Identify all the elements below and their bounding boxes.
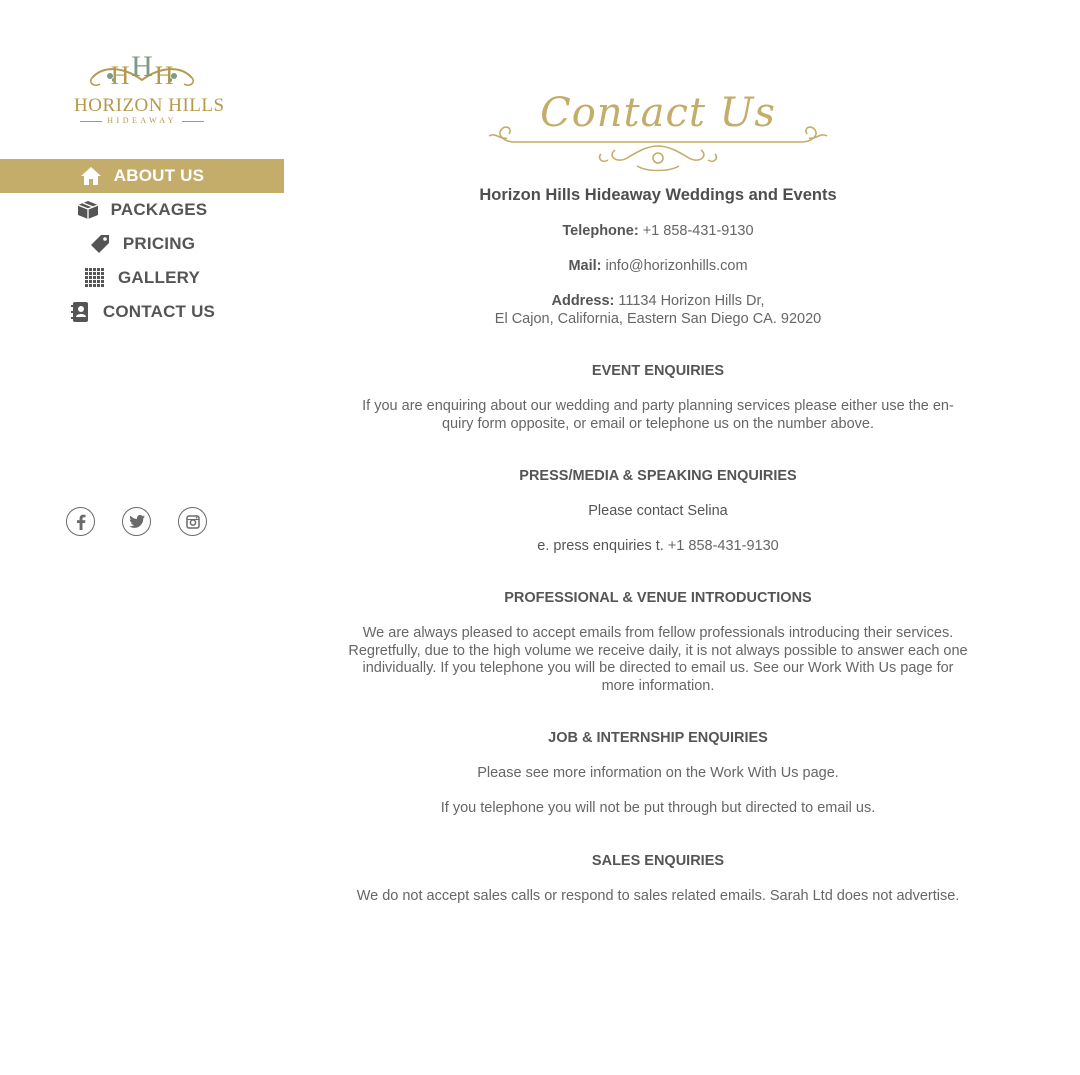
section-title-press: PRESS/MEDIA & SPEAKING ENQUIRIES (519, 468, 797, 484)
logo-name: HORIZON HILLS (74, 95, 225, 116)
page-title: Contact Us (540, 90, 776, 136)
contact-book-icon (69, 302, 91, 322)
nav-item-about-us[interactable] (0, 159, 284, 193)
nav-item-gallery[interactable] (0, 261, 284, 295)
nav-label: PRICING (122, 234, 196, 253)
instagram-icon[interactable] (178, 507, 207, 536)
section-title-job: JOB & INTERNSHIP ENQUIRIES (548, 730, 768, 746)
section-text-professional: We are always pleased to accept emails from fellow professionals introducing their services. Regretfully, due to the high volume we receive daily, it is not always possible to answer each one individually. If you telephone you will be directed to email us. See our Work With Us page for more information. (348, 625, 968, 694)
press-line-label: e. press enquiries t. (537, 538, 664, 554)
address-label: Address: (551, 293, 615, 309)
twitter-icon[interactable] (122, 507, 151, 536)
main-nav (0, 159, 284, 329)
section-title-professional: PROFESSIONAL & VENUE INTRODUCTIONS (504, 590, 812, 606)
section-title-event: EVENT ENQUIRIES (591, 363, 725, 379)
social-links (66, 507, 207, 536)
sidebar (0, 0, 284, 1075)
nav-item-packages[interactable] (0, 193, 284, 227)
page-heading (487, 88, 829, 174)
tag-icon (89, 234, 111, 254)
section-text-job-1: Please see more information on the Work With Us page. (477, 765, 839, 781)
nav-label: PACKAGES (110, 200, 208, 219)
nav-label: CONTACT US (102, 302, 216, 321)
press-line (330, 538, 986, 556)
nav-label: ABOUT US (113, 166, 205, 185)
box-icon (77, 200, 99, 220)
section-text-sales: We do not accept sales calls or respond to sales related emails. Sarah Ltd does not advertise. (356, 888, 960, 904)
address-line1: 11134 Horizon Hills Dr, (618, 293, 765, 309)
svg-text:H: H (110, 61, 130, 90)
section-text-press-contact: Please contact Selina (588, 503, 728, 519)
section-title-sales: SALES ENQUIRIES (591, 853, 725, 869)
address-block (330, 293, 986, 328)
telephone-value[interactable]: +1 858-431-9130 (642, 223, 754, 239)
mail-line (330, 258, 986, 276)
facebook-icon[interactable] (66, 507, 95, 536)
svg-text:H: H (131, 50, 153, 83)
section-text-event: If you are enquiring about our wedding and party planning services please either use the en-quiry form opposite, or email or telephone us on the number above. (362, 398, 954, 432)
svg-text:H: H (154, 61, 174, 90)
logo-monogram-icon (74, 38, 210, 98)
home-icon (80, 166, 102, 186)
section-text-job-2: If you telephone you will not be put through but directed to email us. (440, 800, 876, 816)
mail-value[interactable]: info@horizonhills.com (605, 258, 748, 274)
logo[interactable] (74, 38, 225, 126)
press-line-value[interactable]: +1 858-431-9130 (667, 538, 779, 554)
venue-name: Horizon Hills Hideaway Weddings and Events (479, 186, 837, 204)
ornament-divider-icon (487, 118, 829, 174)
telephone-line (330, 223, 986, 241)
mail-label: Mail: (568, 258, 602, 274)
nav-item-contact-us[interactable] (0, 295, 284, 329)
address-line2: El Cajon, California, Eastern San Diego CA. 92020 (494, 310, 822, 327)
nav-item-pricing[interactable] (0, 227, 284, 261)
grid-icon (84, 268, 106, 288)
logo-sub: HIDEAWAY (107, 116, 177, 125)
nav-label: GALLERY (118, 268, 200, 287)
telephone-label: Telephone: (562, 223, 639, 239)
